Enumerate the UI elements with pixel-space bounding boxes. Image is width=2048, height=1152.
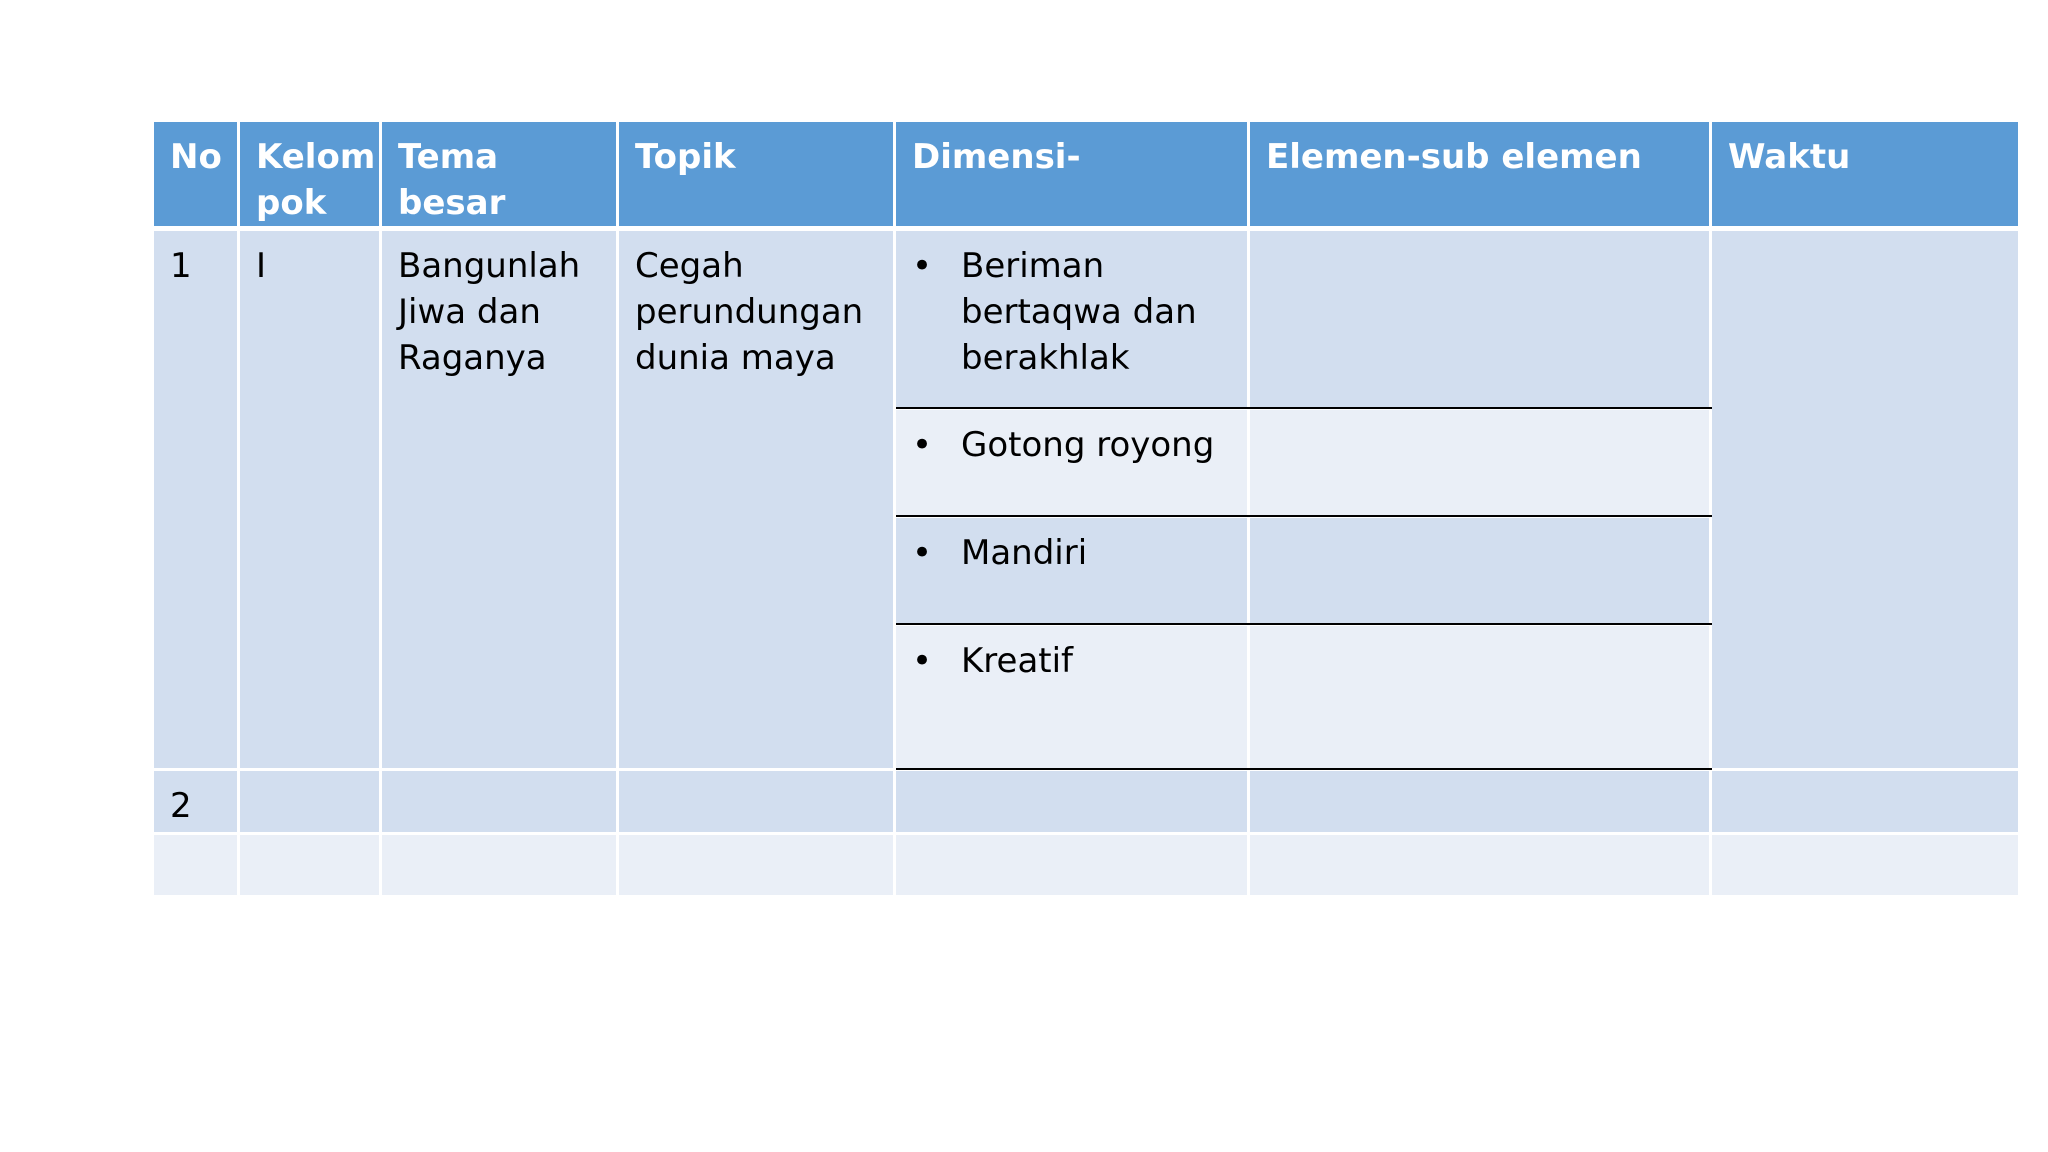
dimensi-label: Mandiri (961, 533, 1088, 573)
header-topik: Topik (619, 122, 893, 226)
row3-cell (154, 835, 237, 895)
elemen-cell (1250, 626, 1709, 768)
header-waktu: Waktu (1712, 122, 2018, 226)
row1-tema-besar: Bangunlah Jiwa dan Raganya (382, 231, 616, 768)
header-kelompok: Kelom pok (240, 122, 379, 226)
dimensi-label: Kreatif (961, 641, 1074, 681)
bullet: • (912, 425, 933, 465)
elemen-cell (1250, 518, 1709, 623)
header-no: No (154, 122, 237, 226)
dimensi-item (896, 410, 1247, 515)
header-elemen: Elemen-sub elemen (1250, 122, 1709, 226)
bullet: • (912, 533, 933, 573)
row1-waktu (1712, 231, 2018, 768)
dimensi-item (896, 518, 1247, 623)
elemen-cell (1250, 410, 1709, 515)
row3-cell (1712, 835, 2018, 895)
bullet: • (912, 246, 933, 286)
row3-cell (1250, 835, 1709, 895)
row2-cell (1250, 771, 1709, 832)
bullet: • (912, 641, 933, 681)
dimensi-label: Beriman bertaqwa dan berakhlak (961, 246, 1197, 378)
row1-no: 1 (154, 231, 237, 768)
row1-topik: Cegah perundungan dunia maya (619, 231, 893, 768)
dimensi-item (896, 626, 1247, 768)
row3-cell (896, 835, 1247, 895)
divider-line (896, 407, 1712, 409)
elemen-cell (1250, 231, 1709, 407)
row3-cell (240, 835, 379, 895)
row2-cell (896, 771, 1247, 832)
dimensi-label: Gotong royong (961, 425, 1215, 465)
header-dimensi: Dimensi- (896, 122, 1247, 226)
header-tema-besar: Tema besar (382, 122, 616, 226)
row2-cell (240, 771, 379, 832)
divider-line (896, 623, 1712, 625)
divider-line (896, 768, 1712, 770)
row3-cell (382, 835, 616, 895)
row2-cell (619, 771, 893, 832)
row2-cell (382, 771, 616, 832)
row2-cell (1712, 771, 2018, 832)
divider-line (896, 515, 1712, 517)
row1-kelompok: I (240, 231, 379, 768)
dimensi-item (896, 231, 1247, 407)
row2-no: 2 (154, 771, 237, 832)
row3-cell (619, 835, 893, 895)
